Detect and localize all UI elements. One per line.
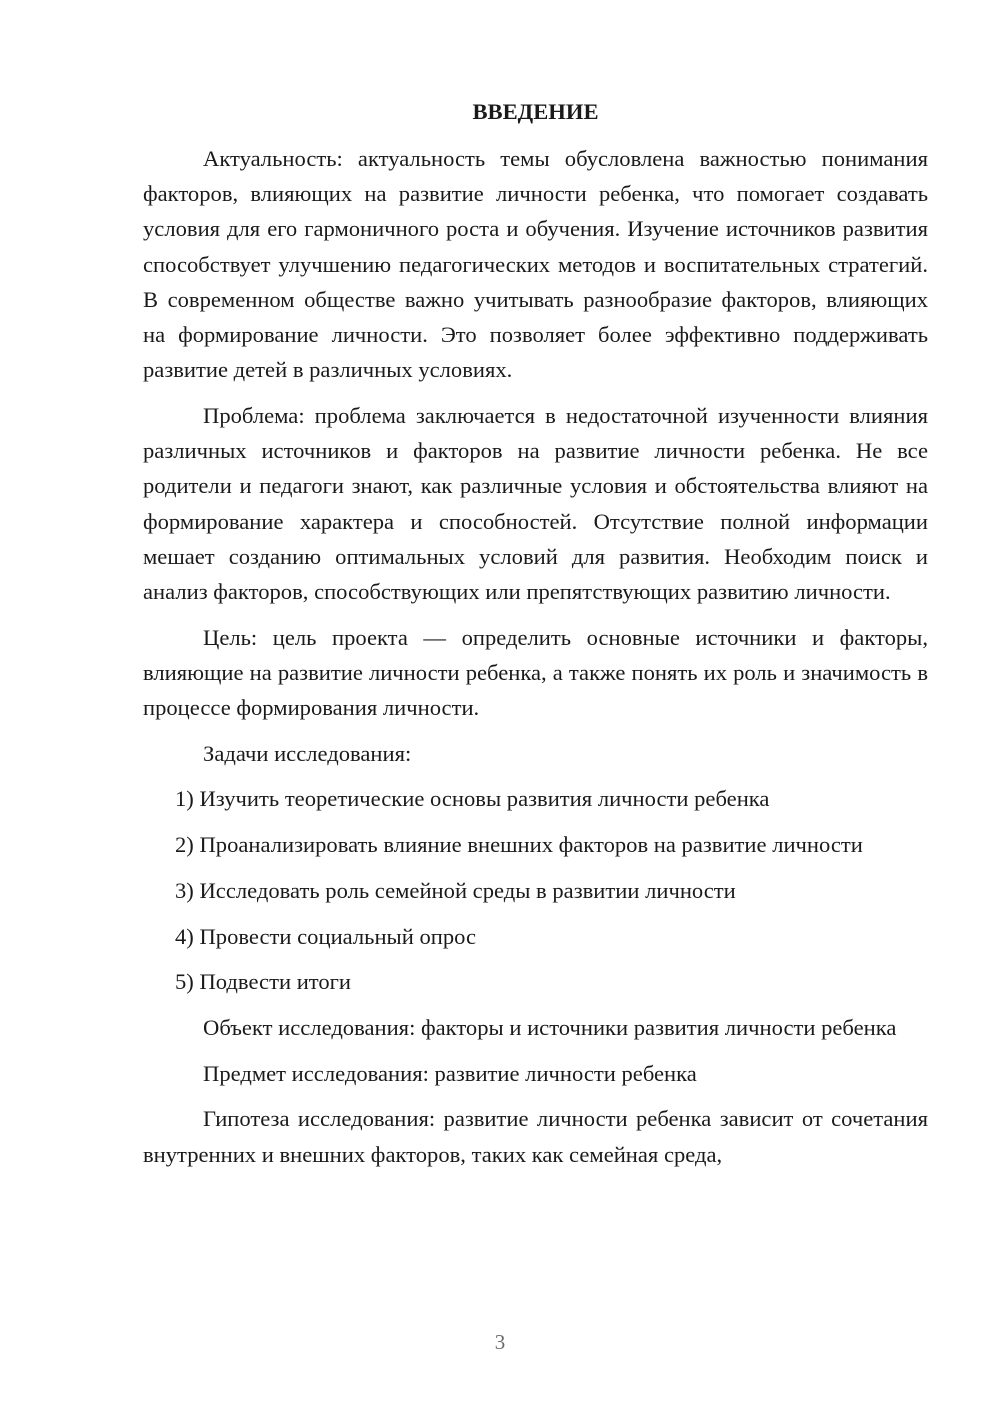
paragraph-problem: Проблема: проблема заключается в недостаточной изученности влияния различных источников и факторов на развитие личности ребенка. Не все родители и педагоги знают, как различные условия и обстоятельства влияют на формирование характера и способностей. Отсутствие полной информации мешает созданию оптимальных условий для развития. Необходим поиск и анализ факторов, способствующих или препятствующих развитию личности. bbox=[143, 402, 928, 604]
paragraph-goal: Цель: цель проекта — определить основные источники и факторы, влияющие на развитие личности ребенка, а также понять их роль и значимость в процессе формирования личности. bbox=[143, 624, 928, 721]
paragraph-relevance: Актуальность: актуальность темы обусловлена важностью понимания факторов, влияющих на развитие личности ребенка, что помогает создавать условия для его гармоничного роста и обучения. Изучение источников развития способствует улучшению педагогических методов и воспитательных стратегий. В современном обществе важно учитывать разнообразие факторов, влияющих на формирование личности. Это позволяет более эффективно поддерживать развитие детей в различных условиях. bbox=[143, 146, 928, 383]
page-content bbox=[143, 94, 928, 1182]
task-item: 3) Исследовать роль семейной среды в развитии личности bbox=[175, 877, 736, 903]
task-item: 4) Провести социальный опрос bbox=[175, 923, 477, 949]
task-item: 2) Проанализировать влияние внешних факторов на развитие личности bbox=[175, 832, 863, 858]
task-item: 5) Подвести итоги bbox=[175, 969, 352, 995]
tasks-heading: Задачи исследования: bbox=[203, 740, 412, 766]
paragraph-subject: Предмет исследования: развитие личности ребенка bbox=[203, 1060, 697, 1086]
paragraph-object: Объект исследования: факторы и источники развития личности ребенка bbox=[203, 1014, 897, 1040]
section-heading: ВВЕДЕНИЕ bbox=[472, 99, 599, 124]
paragraph-hypothesis: Гипотеза исследования: развитие личности ребенка зависит от сочетания внутренних и внешних факторов, таких как семейная среда, bbox=[143, 1106, 928, 1167]
page-number: 3 bbox=[494, 1330, 506, 1354]
task-item: 1) Изучить теоретические основы развития личности ребенка bbox=[175, 786, 770, 812]
